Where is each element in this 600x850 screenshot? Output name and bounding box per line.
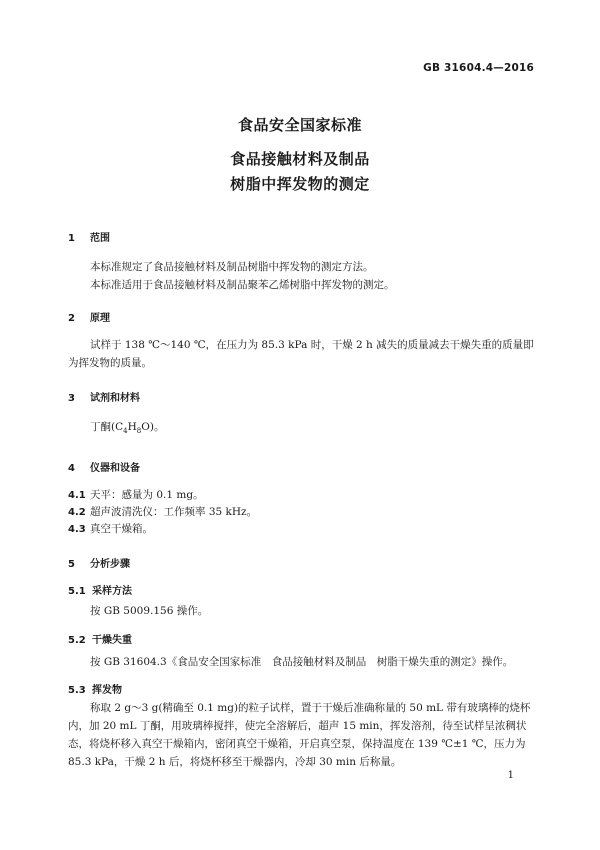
subsection-number: 5.1: [68, 586, 86, 597]
item-number: 4.3: [68, 524, 86, 535]
section-number: 1: [68, 233, 75, 244]
page-number: 1: [507, 770, 514, 781]
item-text: 真空干燥箱。: [90, 523, 153, 535]
subsection-5-3-heading: [68, 681, 122, 696]
subsection-number: 5.2: [68, 635, 86, 646]
subsection-title: 干燥失重: [92, 635, 132, 646]
section-number: 4: [68, 463, 75, 474]
subsection-title: 挥发物: [92, 685, 122, 696]
document-title-line1: 食品安全国家标准: [237, 116, 362, 134]
document-title-line3: 树脂中挥发物的测定: [230, 175, 370, 193]
item-text: 天平：感量为 0.1 mg。: [90, 489, 204, 501]
subsection-5-2-text: 按 GB 31604.3《食品安全国家标准 食品接触材料及制品 树脂干燥失重的测定》操作。: [90, 656, 514, 668]
item-number: 4.1: [68, 490, 86, 501]
subsection-5-1-heading: [68, 582, 132, 597]
list-item: [68, 521, 153, 536]
section-2-paragraph: 试样于 138 ℃～140 ℃，在压力为 85.3 kPa 时，干燥 2 h 减失的质量减去干燥失重的质量即为挥发物的质量。: [68, 339, 534, 369]
section-4-heading: [68, 459, 140, 474]
section-number: 5: [68, 559, 75, 570]
subsection-number: 5.3: [68, 685, 86, 696]
section-title: 仪器和设备: [90, 463, 140, 474]
subsection-5-2-heading: [68, 631, 132, 646]
list-item: [68, 487, 204, 502]
item-number: 4.2: [68, 507, 86, 518]
section-number: 3: [68, 393, 75, 404]
section-title: 范围: [90, 233, 110, 244]
item-text: 超声波清洗仪：工作频率 35 kHz。: [90, 506, 258, 518]
section-2-heading: [68, 309, 110, 324]
section-1-heading: [68, 229, 110, 244]
section-number: 2: [68, 313, 75, 324]
section-1-paragraph-2: 本标准适用于食品接触材料及制品聚苯乙烯树脂中挥发物的测定。: [90, 279, 395, 291]
subsection-5-3-text: 称取 2 g～3 g(精确至 0.1 mg)的粒子试样，置于干燥后准确称量的 50 mL 带有玻璃棒的烧杯内，加 20 mL 丁酮，用玻璃棒搅拌，使完全溶解后，超声 15 min，挥发溶剂，待至试样呈浓稠状态，将烧杯移入真空干燥箱内，密闭真空干燥箱，开启真空泵，保持温度在 139 ℃±1 ℃，压力为 85.3 kPa，干燥 2 h 后，将烧杯移至干燥器内，冷却 30 min 后称量。: [68, 702, 531, 768]
section-title: 原理: [90, 313, 110, 324]
document-title-line2: 食品接触材料及制品: [230, 150, 370, 168]
subsection-title: 采样方法: [92, 586, 132, 597]
section-3-heading: [68, 389, 140, 404]
standard-number: GB 31604.4—2016: [423, 62, 534, 74]
section-1-paragraph-1: 本标准规定了食品接触材料及制品树脂中挥发物的测定方法。: [90, 261, 374, 273]
section-title: 试剂和材料: [90, 393, 140, 404]
subsection-5-1-text: 按 GB 5009.156 操作。: [90, 605, 209, 617]
section-3-paragraph: 丁酮$(C_4H_8O)$。: [90, 421, 165, 436]
section-title: 分析步骤: [90, 559, 130, 570]
list-item: [68, 504, 257, 519]
section-5-heading: [68, 555, 130, 570]
